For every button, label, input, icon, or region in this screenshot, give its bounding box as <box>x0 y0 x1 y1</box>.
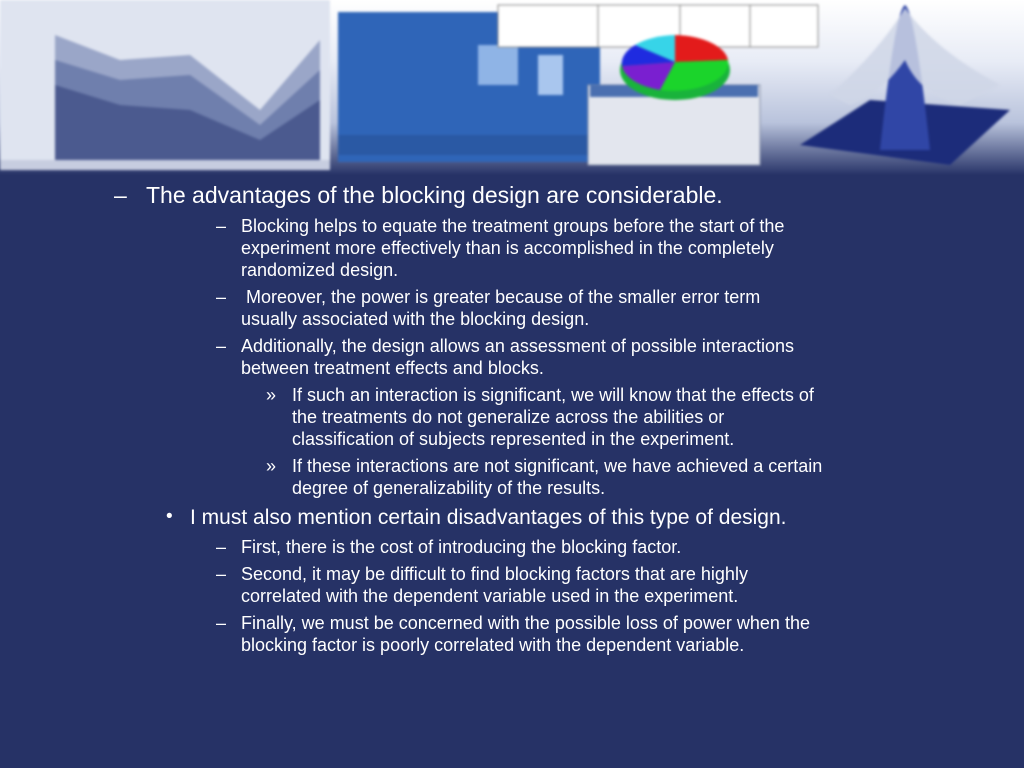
sub-bullet-power <box>0 287 1024 331</box>
line-2: correlated with the dependent variable used in the experiment. <box>241 586 739 606</box>
dash-marker: – <box>216 216 227 236</box>
line-2: blocking factor is poorly correlated with the dependent variable. <box>241 635 745 655</box>
sub-bullet-cost <box>0 537 1024 559</box>
line-1: First, there is the cost of introducing the blocking factor. <box>241 537 682 557</box>
surface-3d-graphic <box>800 5 1010 165</box>
chevron-marker: » <box>266 456 277 476</box>
dash-marker: – <box>216 564 227 584</box>
sub-bullet-interactions <box>0 336 1024 380</box>
bullet-advantages <box>0 182 1024 212</box>
sub-bullet-equate-groups <box>0 216 1024 282</box>
chevron-marker: » <box>266 385 277 405</box>
dot-marker: • <box>166 506 173 527</box>
line-2: between treatment effects and blocks. <box>241 358 544 378</box>
line-2: degree of generalizability of the results. <box>292 478 606 498</box>
sub-bullet-power-loss <box>0 613 1024 657</box>
line-1: Moreover, the power is greater because of the smaller error term <box>241 287 761 307</box>
bullet-text: I must also mention certain disadvantages of this type of design. <box>190 506 787 529</box>
bullet-text: The advantages of the blocking design are considerable. <box>146 182 723 208</box>
sub-sub-bullet-significant <box>0 385 1024 451</box>
header-banner <box>0 0 1024 175</box>
line-3: classification of subjects represented in the experiment. <box>292 429 735 449</box>
line-1: Blocking helps to equate the treatment groups before the start of the <box>241 216 785 236</box>
line-2: the treatments do not generalize across the abilities or <box>292 407 725 427</box>
sub-sub-bullet-not-significant <box>0 456 1024 500</box>
dash-marker: – <box>216 287 227 307</box>
dash-marker: – <box>216 336 227 356</box>
line-2: experiment more effectively than is accomplished in the completely <box>241 238 774 258</box>
sub-bullet-difficult <box>0 564 1024 608</box>
dash-marker: – <box>216 613 227 633</box>
area-chart-graphic <box>0 0 330 170</box>
line-1: If these interactions are not significant, we have achieved a certain <box>292 456 823 476</box>
line-1: Finally, we must be concerned with the possible loss of power when the <box>241 613 810 633</box>
line-1: Second, it may be difficult to find blocking factors that are highly <box>241 564 748 584</box>
dash-marker: – <box>114 182 127 208</box>
bullet-disadvantages <box>0 506 1024 534</box>
line-3: randomized design. <box>241 260 399 280</box>
chart-collage-graphic <box>0 0 1024 175</box>
line-2: usually associated with the blocking design. <box>241 309 590 329</box>
dash-marker: – <box>216 537 227 557</box>
pie-chart-graphic <box>620 35 730 100</box>
line-1: If such an interaction is significant, we will know that the effects of <box>292 385 814 405</box>
line-1: Additionally, the design allows an assessment of possible interactions <box>241 336 794 356</box>
